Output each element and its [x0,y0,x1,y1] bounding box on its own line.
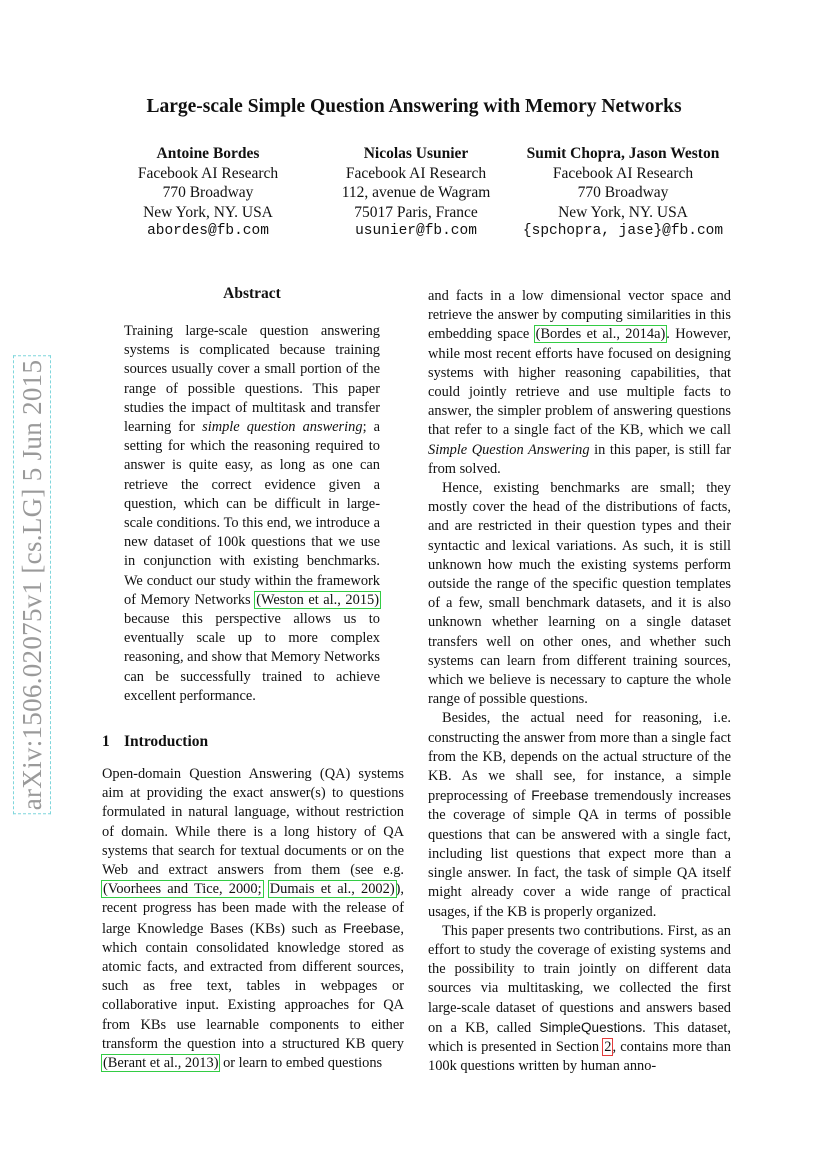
author-address-line: 75017 Paris, France [354,203,478,221]
arxiv-identifier[interactable]: arXiv:1506.02075v1 [cs.LG] 5 Jun 2015 [13,356,51,815]
author-name: Nicolas Usunier [363,145,469,162]
text-run: , contains more than 100k questions written by human anno- [428,1038,731,1075]
text-run: because this perspective allows us to eventually scale up to more complex reasoning, and show that Memory Networks can be successfully trained to achieve excellent performance. [124,611,380,704]
author-affiliation: Facebook AI Research [552,164,694,182]
intro-right-column [428,287,731,1076]
intro-paragraph [428,922,731,1077]
author-address-line: 770 Broadway [162,184,254,201]
text-run: , which contain consolidated knowledge stored as atomic facts, and extracted from different sources, such as free text, tables in webpages or collaborative input. Existing approaches for QA from KBs use learnable components to either transform the question into a structured KB query [102,920,404,1052]
emphasis-text: Simple Question Answering [428,441,590,458]
author-address-line: New York, NY. USA [558,203,688,221]
author-email: {spchopra, jase}@fb.com [522,223,724,239]
author-affiliation: Facebook AI Research [137,164,279,182]
citation-link[interactable]: (Voorhees and Tice, 2000; [103,881,262,898]
author-name: Antoine Bordes [156,145,260,162]
text-run: . However, while most recent efforts have focused on designing systems with higher reasoning capabilities, that could jointly retrieve and use multiple facts to answer, the simpler problem of answering questions that refer to a single fact of the KB, which we call [428,326,731,439]
text-run: This paper presents two contributions. First, as an effort to study the coverage of existing systems and the possibility to train jointly on different data sources via multitasking, we collected the first large-scale dataset of questions and answers based on a KB, called [428,922,731,1036]
section-reference-link[interactable]: 2 [604,1038,612,1055]
text-run: Training large-scale question answering systems is complicated because training sources usually cover a small portion of the range of possible questions. This paper studies the impact of multitask and transfer learning for [124,323,380,436]
author-email: abordes@fb.com [147,223,269,239]
abstract-paragraph [124,322,380,706]
author-block-2 [326,144,506,242]
text-run: Besides, the actual need for reasoning, i.e. constructing the answer from more than a single fact from the KB, depends on the actual structure of the KB. As we shall see, for instance, a simple preprocessing of [428,710,731,805]
citation-link[interactable]: (Berant et al., 2013) [103,1055,219,1072]
text-run: or learn to embed questions [219,1055,383,1072]
intro-paragraph [428,709,731,921]
intro-paragraph: Hence, existing benchmarks are small; they mostly cover the head of the distributions of facts, and are restricted in their question types and their syntactic and lexical variations. As such, it is still unknown how much the existing systems perform outside the range of the specific question templates of a few, small benchmark datasets, and it is also unknown whether learning on a single dataset transfers well on other ones, and whether such systems can learn from different training sources, which we believe is necessary to capture the whole range of possible questions. [428,480,731,708]
text-run: and facts in a low dimensional vector space and retrieve the answer by computing similarities in this embedding space [428,288,731,343]
author-address-line: New York, NY. USA [143,203,273,221]
freebase-name: Freebase [531,788,589,804]
section-number: 1 [102,733,110,750]
author-name: Sumit Chopra, Jason Weston [526,145,720,162]
text-run: . This dataset, which is presented in Section [428,1019,731,1055]
abstract-heading: Abstract [223,285,281,302]
text-run: ), recent progress has been made with the release of large Knowledge Bases (KBs) such as [102,881,404,937]
author-block-3 [503,144,743,242]
text-run: tremendously increases the coverage of simple QA in terms of possible questions that can be answered with a single fact, including list questions that expect more than a single answer. In fact, the task of simple QA itself might already cover a wide range of practical usages, if the KB is properly organized. [428,788,731,920]
author-block-1 [118,144,298,242]
emphasis-text: simple question answering [202,419,363,436]
dataset-name: SimpleQuestions [539,1019,643,1035]
author-address-line: 770 Broadway [577,184,669,201]
freebase-name: Freebase [342,920,401,936]
citation-link[interactable]: (Bordes et al., 2014a) [535,326,666,343]
abstract-body [124,322,380,706]
citation-link[interactable]: (Weston et al., 2015) [256,591,380,608]
author-address-line: 112, avenue de Wagram [341,184,491,201]
text-run: in this paper, is still far from solved. [428,441,732,477]
section-heading-introduction [102,733,208,751]
author-email: usunier@fb.com [355,223,477,239]
intro-left-column [102,765,404,1073]
text-run: Open-domain Question Answering (QA) systems aim at providing the exact answer(s) to questions formulated in natural language, without restriction of domain. While there is a long history of QA systems that search for textual documents or on the Web and extract answers from them (see e.g. [102,766,404,879]
section-title: Introduction [124,733,209,750]
intro-paragraph [102,765,404,1073]
paper-title: Large-scale Simple Question Answering with Memory Networks [146,96,682,117]
intro-paragraph [428,287,731,479]
citation-link[interactable]: Dumais et al., 2002) [269,881,395,898]
author-affiliation: Facebook AI Research [345,164,487,182]
arxiv-sidebar [8,330,56,840]
text-run: ; a setting for which the reasoning required to answer is quite easy, as long as one can retrieve the correct evidence given a question, which can be difficult in large-scale conditions. To this end, we introduce a new dataset of 100k questions that we use in conjunction with existing benchmarks. We conduct our study within the framework of Memory Networks [124,419,381,608]
